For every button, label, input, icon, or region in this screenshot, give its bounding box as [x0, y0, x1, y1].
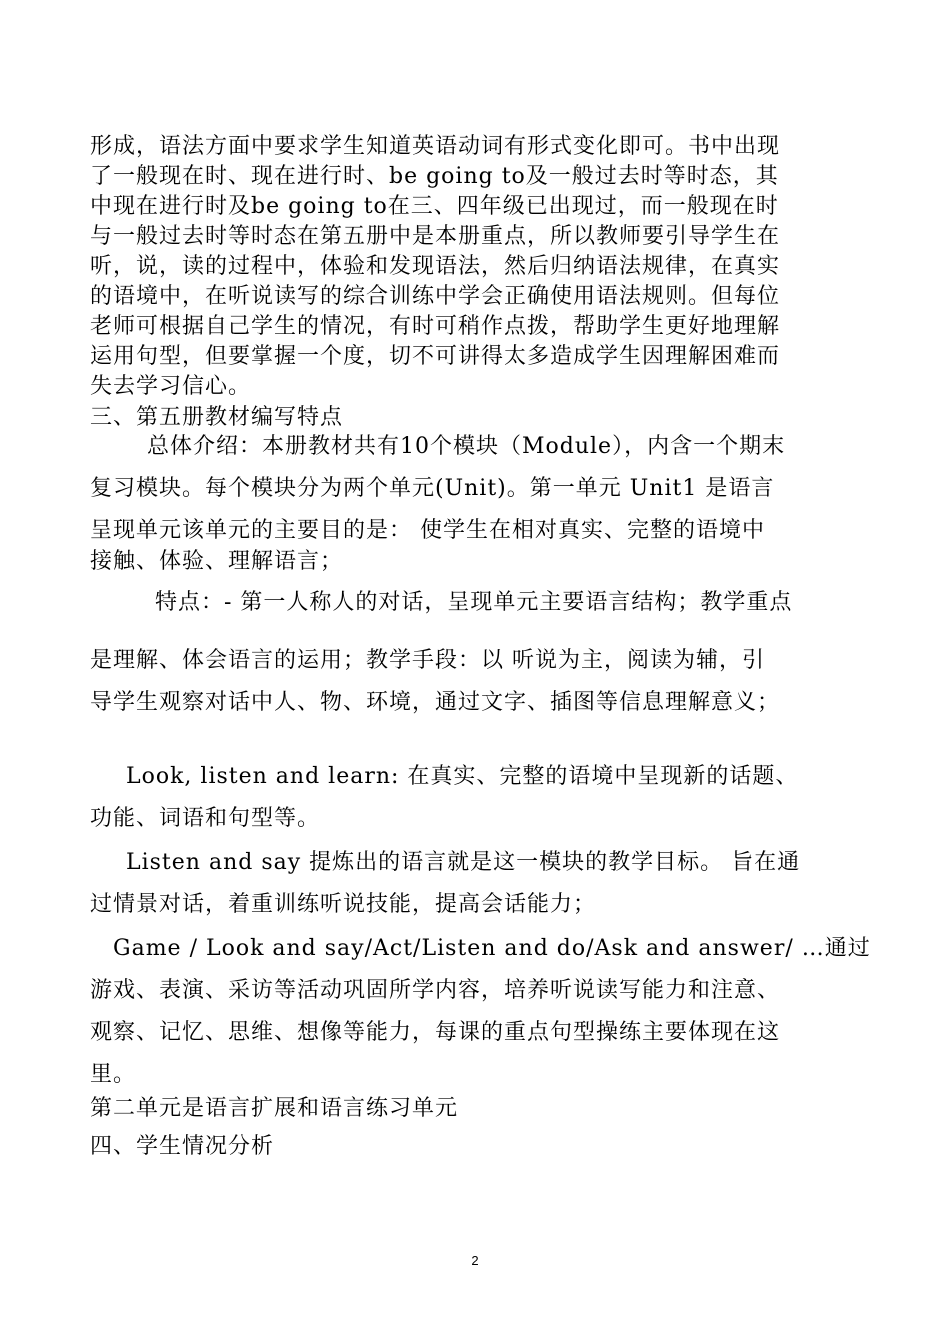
text-line: 第二单元是语言扩展和语言练习单元 [90, 1096, 459, 1121]
text-line: 是理解、体会语言的运用；教学手段：以 听说为主，阅读为辅，引 [90, 648, 765, 673]
text-line: 中现在进行时及be going to在三、四年级已出现过，而一般现在时 [90, 194, 779, 219]
section-heading: 四、学生情况分析 [90, 1134, 275, 1159]
text-line: 复习模块。每个模块分为两个单元(Unit)。第一单元 Unit1 是语言 [90, 476, 775, 501]
text-line: 呈现单元该单元的主要目的是： 使学生在相对真实、完整的语境中 [90, 518, 765, 543]
text-line: 特点：- 第一人称人的对话，呈现单元主要语言结构；教学重点 [155, 590, 793, 615]
text-line: 与一般过去时等时态在第五册中是本册重点，所以教师要引导学生在 [90, 224, 781, 249]
text-line: 运用句型，但要掌握一个度，切不可讲得太多造成学生因理解困难而 [90, 344, 781, 369]
text-line: 听，说，读的过程中，体验和发现语法，然后归纳语法规律，在真实 [90, 254, 781, 279]
text-line: 了一般现在时、现在进行时、be going to及一般过去时等时态，其 [90, 164, 779, 189]
section-heading: 三、第五册教材编写特点 [90, 405, 344, 430]
text-line: 游戏、表演、采访等活动巩固所学内容，培养听说读写能力和注意、 [90, 978, 781, 1003]
text-line: 老师可根据自己学生的情况，有时可稍作点拨，帮助学生更好地理解 [90, 314, 781, 339]
text-line: Game / Look and say/Act/Listen and do/Ask and answer/ …通过 [113, 936, 871, 961]
text-line: 总体介绍：本册教材共有10个模块（Module），内含一个期末 [147, 434, 786, 459]
text-line: 形成，语法方面中要求学生知道英语动词有形式变化即可。书中出现 [90, 134, 781, 159]
page-number: 2 [471, 1253, 479, 1268]
text-line: 导学生观察对话中人、物、环境，通过文字、插图等信息理解意义； [90, 690, 781, 715]
text-line: 失去学习信心。 [90, 374, 252, 399]
text-line: 接触、体验、理解语言； [90, 549, 344, 574]
text-line: 过情景对话，着重训练听说技能，提高会话能力； [90, 892, 597, 917]
text-line: Look, listen and learn: 在真实、完整的语境中呈现新的话题、 [126, 764, 799, 789]
text-line: 里。 [90, 1062, 137, 1087]
text-line: 功能、词语和句型等。 [90, 806, 321, 831]
text-line: Listen and say 提炼出的语言就是这一模块的教学目标。 旨在通 [126, 850, 801, 875]
text-line: 的语境中，在听说读写的综合训练中学会正确使用语法规则。但每位 [90, 284, 781, 309]
text-line: 观察、记忆、思维、想像等能力，每课的重点句型操练主要体现在这 [90, 1020, 781, 1045]
